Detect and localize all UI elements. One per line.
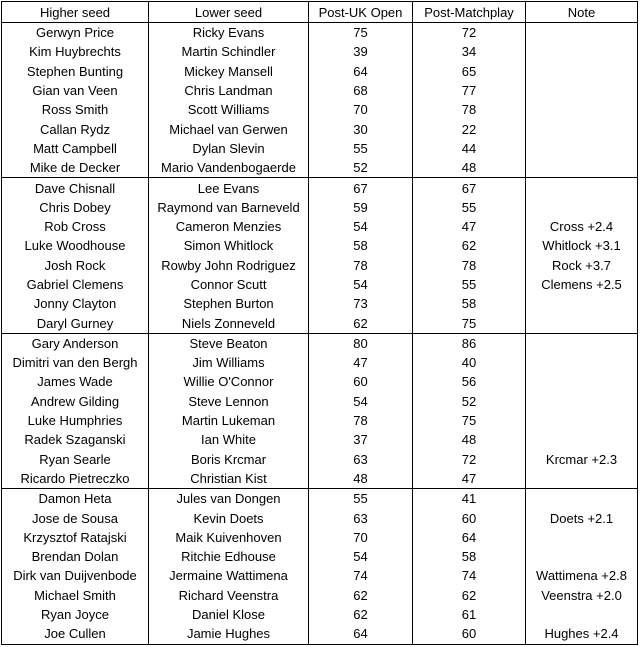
note-cell — [526, 42, 638, 61]
post-matchplay-cell: 52 — [413, 392, 526, 411]
table-row — [2, 528, 638, 547]
table-row — [2, 392, 638, 411]
note-cell — [526, 62, 638, 81]
note-cell: Wattimena +2.8 — [526, 566, 638, 585]
note-cell — [526, 372, 638, 391]
post-uk-open-cell: 68 — [309, 81, 413, 100]
note-cell — [526, 81, 638, 100]
note-cell — [526, 353, 638, 372]
lower-seed-cell: Rowby John Rodriguez — [149, 256, 309, 275]
table-row — [2, 217, 638, 236]
post-matchplay-cell: 65 — [413, 62, 526, 81]
post-matchplay-cell: 41 — [413, 489, 526, 509]
lower-seed-cell: Martin Lukeman — [149, 411, 309, 430]
post-matchplay-cell: 56 — [413, 372, 526, 391]
post-matchplay-cell: 48 — [413, 158, 526, 178]
post-uk-open-cell: 62 — [309, 313, 413, 333]
table-row — [2, 624, 638, 644]
note-cell: Cross +2.4 — [526, 217, 638, 236]
higher-seed-cell: Chris Dobey — [2, 198, 149, 217]
higher-seed-cell: Ryan Joyce — [2, 605, 149, 624]
note-cell: Krcmar +2.3 — [526, 450, 638, 469]
post-matchplay-cell: 62 — [413, 236, 526, 255]
higher-seed-cell: Brendan Dolan — [2, 547, 149, 566]
lower-seed-cell: Mario Vandenbogaerde — [149, 158, 309, 178]
table-row — [2, 313, 638, 333]
post-matchplay-cell: 78 — [413, 100, 526, 119]
higher-seed-cell: Callan Rydz — [2, 119, 149, 138]
higher-seed-cell: Damon Heta — [2, 489, 149, 509]
post-matchplay-cell: 75 — [413, 313, 526, 333]
higher-seed-cell: Ricardo Pietreczko — [2, 469, 149, 489]
lower-seed-cell: Niels Zonneveld — [149, 313, 309, 333]
lower-seed-cell: Steve Beaton — [149, 333, 309, 353]
post-uk-open-cell: 64 — [309, 624, 413, 644]
note-cell — [526, 119, 638, 138]
note-cell — [526, 469, 638, 489]
note-cell: Veenstra +2.0 — [526, 586, 638, 605]
lower-seed-cell: Steve Lennon — [149, 392, 309, 411]
lower-seed-cell: Ian White — [149, 430, 309, 449]
post-uk-open-cell: 70 — [309, 528, 413, 547]
note-cell — [526, 528, 638, 547]
post-uk-open-cell: 78 — [309, 256, 413, 275]
table-row — [2, 566, 638, 585]
lower-seed-cell: Dylan Slevin — [149, 139, 309, 158]
note-cell: Hughes +2.4 — [526, 624, 638, 644]
post-matchplay-cell: 74 — [413, 566, 526, 585]
table-row — [2, 586, 638, 605]
post-matchplay-cell: 47 — [413, 469, 526, 489]
table-body — [2, 23, 638, 645]
post-uk-open-cell: 54 — [309, 392, 413, 411]
lower-seed-cell: Jamie Hughes — [149, 624, 309, 644]
post-uk-open-cell: 70 — [309, 100, 413, 119]
higher-seed-cell: Jonny Clayton — [2, 294, 149, 313]
lower-seed-cell: Lee Evans — [149, 178, 309, 198]
post-uk-open-cell: 55 — [309, 139, 413, 158]
table-row — [2, 469, 638, 489]
post-matchplay-cell: 72 — [413, 450, 526, 469]
post-uk-open-cell: 54 — [309, 547, 413, 566]
note-cell — [526, 23, 638, 43]
lower-seed-cell: Christian Kist — [149, 469, 309, 489]
lower-seed-cell: Boris Krcmar — [149, 450, 309, 469]
higher-seed-cell: Gerwyn Price — [2, 23, 149, 43]
table-row — [2, 430, 638, 449]
post-matchplay-cell: 48 — [413, 430, 526, 449]
post-uk-open-cell: 74 — [309, 566, 413, 585]
header-post-matchplay: Post-Matchplay — [413, 2, 526, 23]
higher-seed-cell: Michael Smith — [2, 586, 149, 605]
post-uk-open-cell: 58 — [309, 236, 413, 255]
note-cell — [526, 489, 638, 509]
post-matchplay-cell: 58 — [413, 547, 526, 566]
higher-seed-cell: Gabriel Clemens — [2, 275, 149, 294]
post-uk-open-cell: 80 — [309, 333, 413, 353]
table-row — [2, 508, 638, 527]
post-matchplay-cell: 77 — [413, 81, 526, 100]
higher-seed-cell: Matt Campbell — [2, 139, 149, 158]
table-row — [2, 489, 638, 509]
table-row — [2, 411, 638, 430]
higher-seed-cell: Rob Cross — [2, 217, 149, 236]
lower-seed-cell: Maik Kuivenhoven — [149, 528, 309, 547]
lower-seed-cell: Simon Whitlock — [149, 236, 309, 255]
lower-seed-cell: Stephen Burton — [149, 294, 309, 313]
higher-seed-cell: Ross Smith — [2, 100, 149, 119]
lower-seed-cell: Kevin Doets — [149, 508, 309, 527]
note-cell: Doets +2.1 — [526, 508, 638, 527]
higher-seed-cell: Krzysztof Ratajski — [2, 528, 149, 547]
higher-seed-cell: Dimitri van den Bergh — [2, 353, 149, 372]
higher-seed-cell: Jose de Sousa — [2, 508, 149, 527]
higher-seed-cell: Gary Anderson — [2, 333, 149, 353]
table-row — [2, 605, 638, 624]
table-row — [2, 294, 638, 313]
post-uk-open-cell: 59 — [309, 198, 413, 217]
lower-seed-cell: Chris Landman — [149, 81, 309, 100]
header-note: Note — [526, 2, 638, 23]
lower-seed-cell: Scott Williams — [149, 100, 309, 119]
post-uk-open-cell: 75 — [309, 23, 413, 43]
lower-seed-cell: Martin Schindler — [149, 42, 309, 61]
header-row — [2, 2, 638, 23]
higher-seed-cell: Ryan Searle — [2, 450, 149, 469]
higher-seed-cell: Dirk van Duijvenbode — [2, 566, 149, 585]
note-cell — [526, 313, 638, 333]
lower-seed-cell: Raymond van Barneveld — [149, 198, 309, 217]
post-matchplay-cell: 60 — [413, 508, 526, 527]
post-matchplay-cell: 47 — [413, 217, 526, 236]
higher-seed-cell: Luke Woodhouse — [2, 236, 149, 255]
header-lower-seed: Lower seed — [149, 2, 309, 23]
table-row — [2, 139, 638, 158]
note-cell — [526, 158, 638, 178]
higher-seed-cell: Andrew Gilding — [2, 392, 149, 411]
post-matchplay-cell: 67 — [413, 178, 526, 198]
post-uk-open-cell: 64 — [309, 62, 413, 81]
higher-seed-cell: Josh Rock — [2, 256, 149, 275]
table-row — [2, 158, 638, 178]
post-matchplay-cell: 61 — [413, 605, 526, 624]
lower-seed-cell: Jules van Dongen — [149, 489, 309, 509]
lower-seed-cell: Richard Veenstra — [149, 586, 309, 605]
table-row — [2, 353, 638, 372]
lower-seed-cell: Jermaine Wattimena — [149, 566, 309, 585]
post-uk-open-cell: 39 — [309, 42, 413, 61]
higher-seed-cell: Mike de Decker — [2, 158, 149, 178]
lower-seed-cell: Michael van Gerwen — [149, 119, 309, 138]
note-cell: Rock +3.7 — [526, 256, 638, 275]
table-row — [2, 275, 638, 294]
post-uk-open-cell: 60 — [309, 372, 413, 391]
note-cell — [526, 178, 638, 198]
post-uk-open-cell: 78 — [309, 411, 413, 430]
post-matchplay-cell: 78 — [413, 256, 526, 275]
table-row — [2, 372, 638, 391]
table-row — [2, 333, 638, 353]
post-matchplay-cell: 72 — [413, 23, 526, 43]
post-uk-open-cell: 37 — [309, 430, 413, 449]
note-cell — [526, 198, 638, 217]
post-matchplay-cell: 55 — [413, 275, 526, 294]
post-matchplay-cell: 44 — [413, 139, 526, 158]
table-row — [2, 23, 638, 43]
lower-seed-cell: Ritchie Edhouse — [149, 547, 309, 566]
post-uk-open-cell: 54 — [309, 275, 413, 294]
post-uk-open-cell: 67 — [309, 178, 413, 198]
header-higher-seed: Higher seed — [2, 2, 149, 23]
lower-seed-cell: Connor Scutt — [149, 275, 309, 294]
note-cell — [526, 547, 638, 566]
higher-seed-cell: Kim Huybrechts — [2, 42, 149, 61]
note-cell — [526, 294, 638, 313]
header-post-uk-open: Post-UK Open — [309, 2, 413, 23]
note-cell — [526, 139, 638, 158]
lower-seed-cell: Jim Williams — [149, 353, 309, 372]
lower-seed-cell: Mickey Mansell — [149, 62, 309, 81]
note-cell: Whitlock +3.1 — [526, 236, 638, 255]
note-cell — [526, 411, 638, 430]
post-matchplay-cell: 58 — [413, 294, 526, 313]
post-matchplay-cell: 22 — [413, 119, 526, 138]
post-matchplay-cell: 60 — [413, 624, 526, 644]
post-matchplay-cell: 86 — [413, 333, 526, 353]
post-uk-open-cell: 73 — [309, 294, 413, 313]
note-cell: Clemens +2.5 — [526, 275, 638, 294]
post-uk-open-cell: 47 — [309, 353, 413, 372]
post-uk-open-cell: 55 — [309, 489, 413, 509]
table-row — [2, 256, 638, 275]
post-uk-open-cell: 52 — [309, 158, 413, 178]
post-uk-open-cell: 48 — [309, 469, 413, 489]
note-cell — [526, 430, 638, 449]
post-matchplay-cell: 55 — [413, 198, 526, 217]
table-row — [2, 62, 638, 81]
table-row — [2, 236, 638, 255]
post-matchplay-cell: 62 — [413, 586, 526, 605]
post-matchplay-cell: 64 — [413, 528, 526, 547]
lower-seed-cell: Cameron Menzies — [149, 217, 309, 236]
post-uk-open-cell: 62 — [309, 586, 413, 605]
post-uk-open-cell: 63 — [309, 450, 413, 469]
note-cell — [526, 392, 638, 411]
lower-seed-cell: Daniel Klose — [149, 605, 309, 624]
higher-seed-cell: Joe Cullen — [2, 624, 149, 644]
note-cell — [526, 333, 638, 353]
post-uk-open-cell: 63 — [309, 508, 413, 527]
post-uk-open-cell: 54 — [309, 217, 413, 236]
note-cell — [526, 100, 638, 119]
note-cell — [526, 605, 638, 624]
higher-seed-cell: Daryl Gurney — [2, 313, 149, 333]
table-row — [2, 198, 638, 217]
post-matchplay-cell: 40 — [413, 353, 526, 372]
table-row — [2, 42, 638, 61]
table-row — [2, 100, 638, 119]
higher-seed-cell: Stephen Bunting — [2, 62, 149, 81]
post-matchplay-cell: 75 — [413, 411, 526, 430]
table-row — [2, 81, 638, 100]
higher-seed-cell: Gian van Veen — [2, 81, 149, 100]
lower-seed-cell: Willie O'Connor — [149, 372, 309, 391]
seed-comparison-table — [1, 1, 638, 645]
higher-seed-cell: Dave Chisnall — [2, 178, 149, 198]
table-row — [2, 178, 638, 198]
table-row — [2, 119, 638, 138]
higher-seed-cell: James Wade — [2, 372, 149, 391]
lower-seed-cell: Ricky Evans — [149, 23, 309, 43]
higher-seed-cell: Luke Humphries — [2, 411, 149, 430]
table-row — [2, 547, 638, 566]
post-uk-open-cell: 62 — [309, 605, 413, 624]
table-row — [2, 450, 638, 469]
higher-seed-cell: Radek Szaganski — [2, 430, 149, 449]
post-uk-open-cell: 30 — [309, 119, 413, 138]
post-matchplay-cell: 34 — [413, 42, 526, 61]
